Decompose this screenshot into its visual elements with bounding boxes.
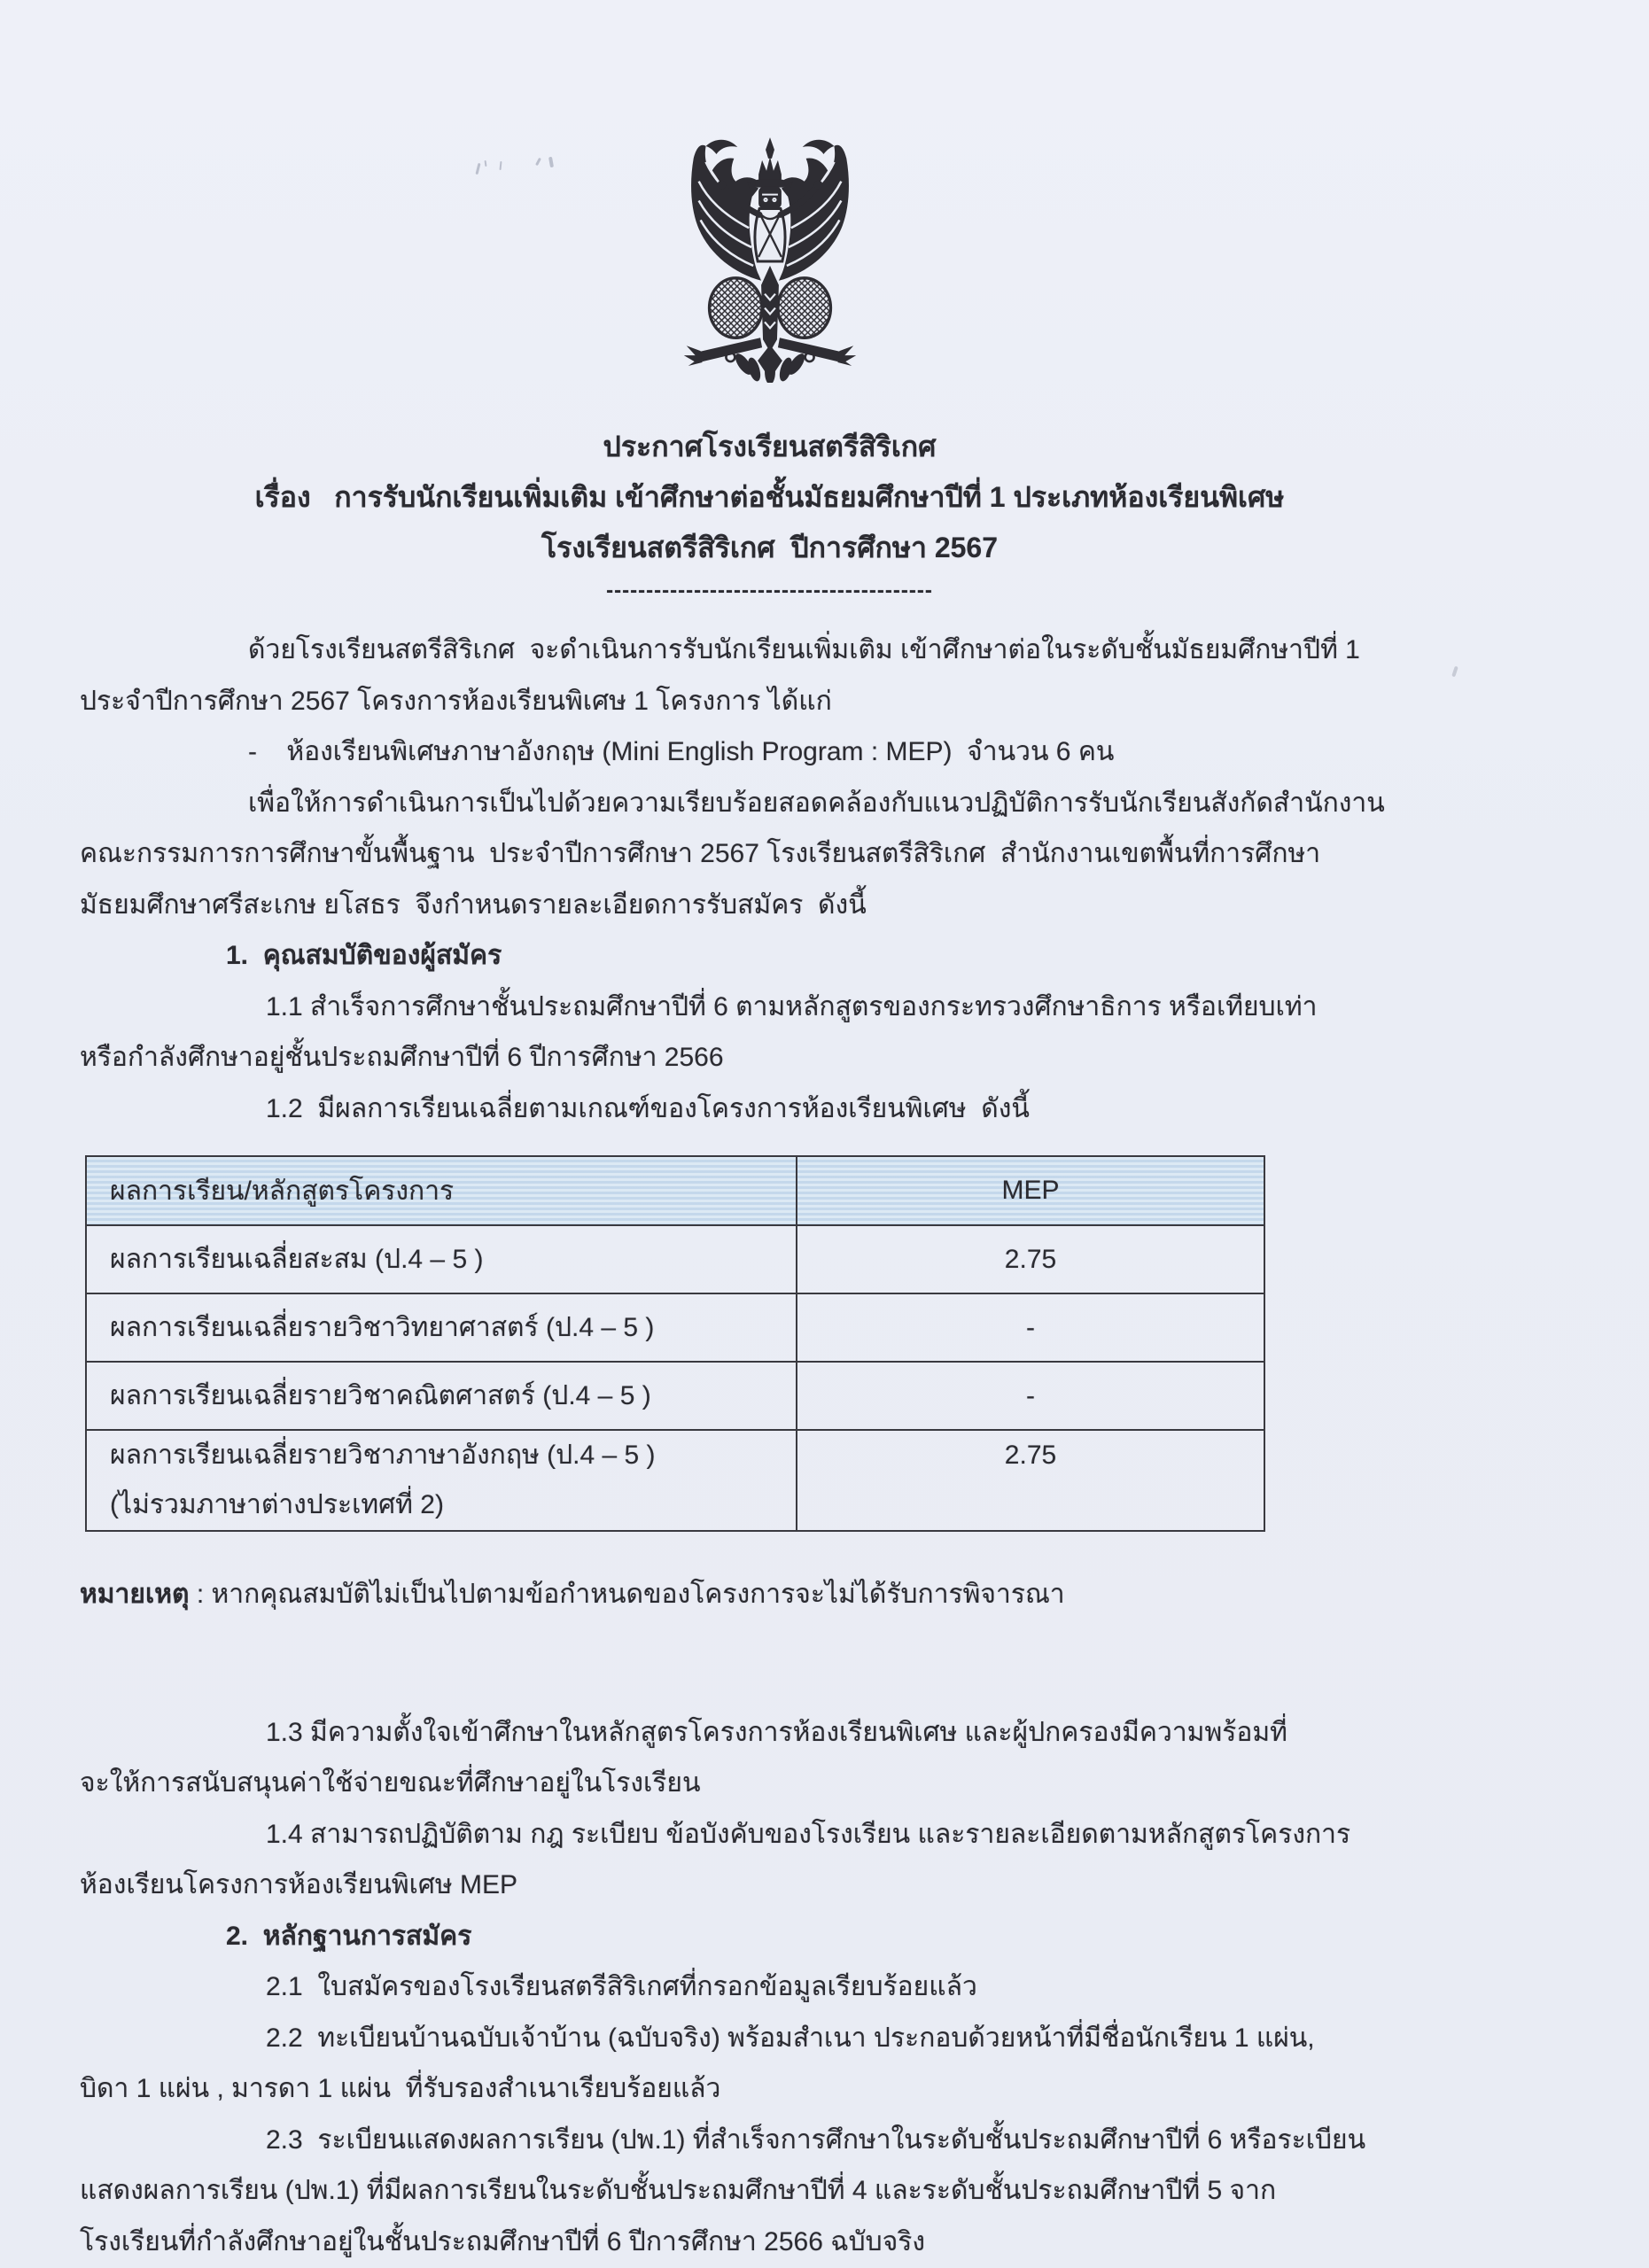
criteria-label-line-2: (ไม่รวมภาษาต่างประเทศที่ 2): [110, 1490, 444, 1519]
intro-line-4: เพื่อให้การดำเนินการเป็นไปด้วยความเรียบร้อยสอดคล้องกับแนวปฏิบัติการรับนักเรียนสังกัดสำนักงาน: [248, 788, 1385, 818]
emblem-row: [80, 135, 1569, 383]
item-2-3-line-2: แสดงผลการเรียน (ปพ.1) ที่มีผลการเรียนในระดับชั้นประถมศึกษาปีที่ 4 และระดับชั้นประถมศึกษาปีที่ 5 จาก: [80, 2176, 1277, 2205]
item-2-3-line-3: โรงเรียนที่กำลังศึกษาอยู่ในชั้นประถมศึกษาปีที่ 6 ปีการศึกษา 2566 ฉบับจริง: [80, 2226, 926, 2256]
item-1-3-line-2: จะให้การสนับสนุนค่าใช้จ่ายขณะที่ศึกษาอยู่ในโรงเรียน: [80, 1768, 701, 1798]
criteria-label: ผลการเรียนเฉลี่ยรายวิชาคณิตศาสตร์ (ป.4 – 5 ): [86, 1362, 797, 1430]
school-year-line: โรงเรียนสตรีสิริเกศ ปีการศึกษา 2567: [541, 532, 999, 563]
item-1-4-line-1: 1.4 สามารถปฏิบัติตาม กฎ ระเบียบ ข้อบังคับของโรงเรียน และรายละเอียดตามหลักสูตรโครงการ: [266, 1819, 1351, 1849]
criteria-column-header: ผลการเรียน/หลักสูตรโครงการ: [86, 1156, 797, 1225]
table-header-row: [86, 1156, 1264, 1225]
criteria-value: -: [797, 1362, 1264, 1430]
criteria-value: -: [797, 1293, 1264, 1362]
item-1-4-line-2: ห้องเรียนโครงการห้องเรียนพิเศษ MEP: [80, 1870, 518, 1899]
intro-line-2: ประจำปีการศึกษา 2567 โครงการห้องเรียนพิเศษ 1 โครงการ ได้แก่: [80, 686, 832, 716]
item-2-3-line-1: 2.3 ระเบียนแสดงผลการเรียน (ปพ.1) ที่สำเร็จการศึกษาในระดับชั้นประถมศึกษาปีที่ 6 หรือระเบียน: [266, 2124, 1366, 2155]
mep-column-header: MEP: [797, 1156, 1264, 1225]
title-block: [25, 422, 1514, 609]
item-2-2-line-1: 2.2 ทะเบียนบ้านฉบับเจ้าบ้าน (ฉบับจริง) พร้อมสำเนา ประกอบด้วยหน้าที่มีชื่อนักเรียน 1 แผ่น,: [266, 2023, 1315, 2053]
item-1-3-line-1: 1.3 มีความตั้งใจเข้าศึกษาในหลักสูตรโครงการห้องเรียนพิเศษ และผู้ปกครองมีความพร้อมที่: [266, 1717, 1287, 1747]
document-body: [80, 625, 1569, 2267]
criteria-value: 2.75: [797, 1225, 1264, 1293]
item-1-2: 1.2 มีผลการเรียนเฉลี่ยตามเกณฑ์ของโครงการห้องเรียนพิเศษ ดังนี้: [266, 1093, 1030, 1123]
item-2-1: 2.1 ใบสมัครของโรงเรียนสตรีสิริเกศที่กรอกข้อมูลเรียบร้อยแล้ว: [266, 1972, 977, 2001]
garuda-emblem: [660, 135, 880, 383]
intro-line-6: มัธยมศึกษาศรีสะเกษ ยโสธร จึงกำหนดรายละเอียดการรับสมัคร ดังนี้: [80, 889, 867, 920]
title-divider: -----------------------------------------: [606, 579, 933, 602]
intro-line-5: คณะกรรมการการศึกษาขั้นพื้นฐาน ประจำปีการศึกษา 2567 โรงเรียนสตรีสิริเกศ สำนักงานเขตพื้นที่การศึกษา: [80, 839, 1321, 868]
criteria-label-line-1: ผลการเรียนเฉลี่ยรายวิชาภาษาอังกฤษ (ป.4 – 5 ): [110, 1441, 656, 1470]
program-bullet-mep: - ห้องเรียนพิเศษภาษาอังกฤษ (Mini English Program : MEP) จำนวน 6 คน: [248, 737, 1115, 766]
criteria-label: [86, 1430, 797, 1531]
note-label: หมายเหตุ: [80, 1580, 190, 1609]
subject-line: เรื่อง การรับนักเรียนเพิ่มเติม เข้าศึกษาต่อชั้นมัธยมศึกษาปีที่ 1 ประเภทห้องเรียนพิเศษ: [254, 481, 1285, 513]
section-1-heading: 1. คุณสมบัติของผู้สมัคร: [226, 941, 502, 970]
note-text: : หากคุณสมบัติไม่เป็นไปตามข้อกำหนดของโครงการจะไม่ได้รับการพิจารณา: [189, 1580, 1065, 1609]
criteria-value: 2.75: [797, 1430, 1264, 1531]
criteria-table: [85, 1155, 1265, 1532]
table-row: [86, 1430, 1264, 1531]
item-1-1-line-2: หรือกำลังศึกษาอยู่ชั้นประถมศึกษาปีที่ 6 ปีการศึกษา 2566: [80, 1043, 724, 1072]
item-2-2-line-2: บิดา 1 แผ่น , มารดา 1 แผ่น ที่รับรองสำเนาเรียบร้อยแล้ว: [80, 2074, 721, 2103]
section-2-heading: 2. หลักฐานการสมัคร: [226, 1921, 472, 1951]
announcement-title: ประกาศโรงเรียนสตรีสิริเกศ: [603, 431, 937, 462]
note-line: [80, 1569, 1569, 1620]
item-1-1-line-1: 1.1 สำเร็จการศึกษาชั้นประถมศึกษาปีที่ 6 ตามหลักสูตรของกระทรวงศึกษาธิการ หรือเทียบเท่า: [266, 991, 1318, 1021]
table-row: [86, 1362, 1264, 1430]
table-row: [86, 1225, 1264, 1293]
criteria-label: ผลการเรียนเฉลี่ยรายวิชาวิทยาศาสตร์ (ป.4 – 5 ): [86, 1293, 797, 1362]
intro-line-1: ด้วยโรงเรียนสตรีสิริเกศ จะดำเนินการรับนักเรียนเพิ่มเติม เข้าศึกษาต่อในระดับชั้นมัธยมศึกษาปีที่ 1: [248, 635, 1360, 664]
table-row: [86, 1293, 1264, 1362]
criteria-label: ผลการเรียนเฉลี่ยสะสม (ป.4 – 5 ): [86, 1225, 797, 1293]
